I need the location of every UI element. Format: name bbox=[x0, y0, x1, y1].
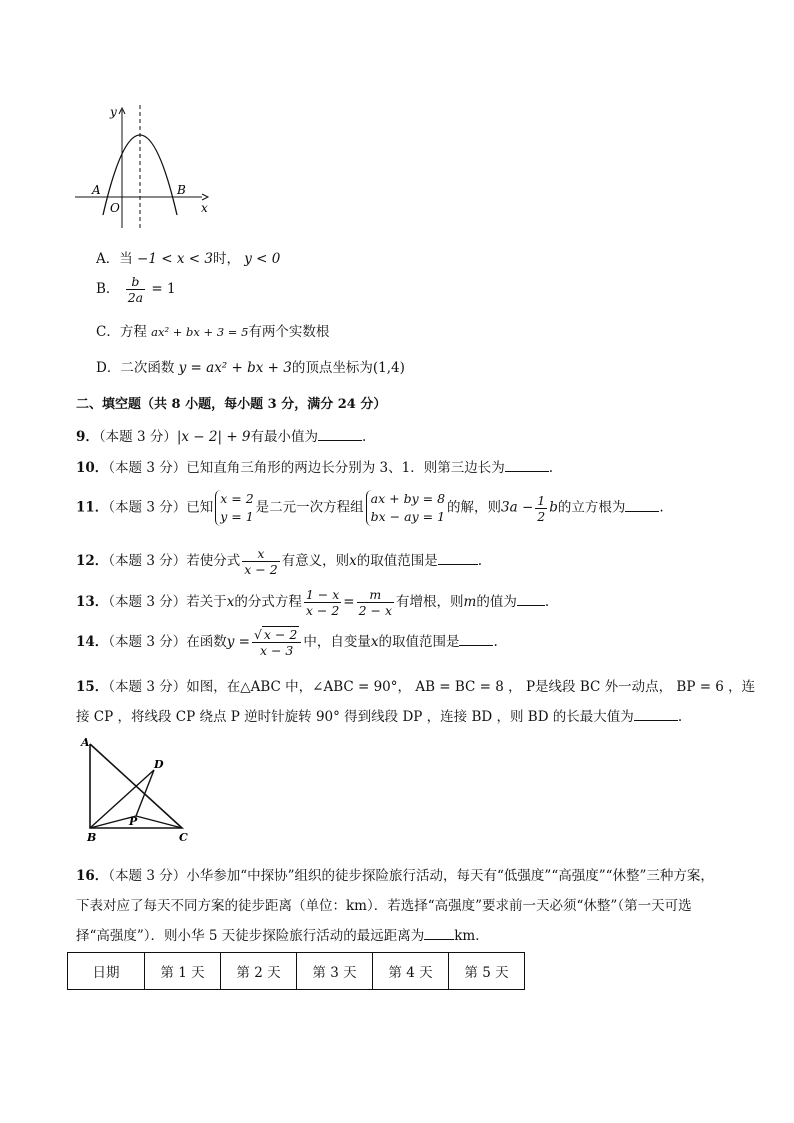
question-10: 10．（本题 3 分）已知直角三角形的两边长分别为 3、1．则第三边长为 . bbox=[76, 460, 553, 476]
option-a: A．当 −1 < x < 3时， y < 0 bbox=[96, 251, 281, 267]
distance-table bbox=[67, 952, 525, 990]
table-header-cell: 第 2 天 bbox=[221, 953, 297, 990]
point-a-label: A bbox=[92, 183, 101, 197]
question-15: 15．（本题 3 分）如图，在△ABC 中，∠ABC = 90°， AB = BC = 8 ， P是线段 BC 外一动点， BP = 6 ，连 bbox=[76, 679, 756, 695]
system-solution: x = 2 y = 1 bbox=[215, 490, 253, 526]
label-p: P bbox=[129, 815, 138, 828]
table-header-cell: 第 4 天 bbox=[373, 953, 449, 990]
answer-blank[interactable] bbox=[517, 593, 545, 606]
table-header-cell: 第 5 天 bbox=[449, 953, 525, 990]
triangle-figure bbox=[78, 732, 196, 844]
question-12: 12．（本题 3 分）若使分式 $\frac{x}{x - 2}$ 有意义，则x的取值范围是 . bbox=[76, 546, 483, 577]
question-14: 14．（本题 3 分）在函数y = $\frac{√ x - 2}{x - 3}$ 中，自变量x的取值范围是 . bbox=[76, 627, 498, 658]
table-header-row bbox=[68, 953, 525, 990]
x-axis-arrow bbox=[202, 194, 208, 200]
segment-pd bbox=[136, 770, 154, 816]
label-c: C bbox=[179, 831, 188, 844]
point-b-label: B bbox=[177, 183, 186, 197]
y-axis-label: y bbox=[110, 105, 117, 119]
question-16: 16．（本题 3 分）小华参加“中探协”组织的徒步探险旅行活动，每天有“低强度”“高强度”“休整”三种方案， bbox=[76, 868, 714, 884]
answer-blank[interactable] bbox=[424, 927, 454, 940]
answer-blank[interactable] bbox=[634, 708, 678, 721]
question-13: 13．（本题 3 分）若关于x的分式方程 $\frac{1 - x}{x - 2}$ = $\frac{m}{2 - x}$ 有增根，则m的值为 . bbox=[76, 587, 550, 618]
option-d: D．二次函数 y = ax² + bx + 3的顶点坐标为(1,4) bbox=[96, 360, 405, 376]
label-d: D bbox=[154, 758, 164, 771]
option-c: C．方程 ax² + bx + 3 = 5有两个实数根 bbox=[96, 324, 330, 340]
answer-blank[interactable] bbox=[459, 633, 493, 646]
origin-label: O bbox=[110, 201, 120, 215]
answer-blank[interactable] bbox=[438, 552, 478, 565]
answer-blank[interactable] bbox=[625, 499, 659, 512]
section-title: 二、填空题（共 8 小题，每小题 3 分，满分 24 分） bbox=[76, 397, 387, 412]
question-11: 11．（本题 3 分）已知x = 2 y = 1是二元一次方程组ax + by = 8 bx − ay = 1的解，则3a − $\frac{1}{2}$ b的立方根为 . bbox=[76, 491, 664, 524]
question-16-line3: 择“高强度”）．则小华 5 天徒步探险旅行活动的最远距离为 km． bbox=[76, 928, 489, 944]
question-15-line2: 接 CP ，将线段 CP 绕点 P 逆时针旋转 90° 得到线段 DP ，连接 BD ，则 BD 的长最大值为 . bbox=[76, 709, 683, 725]
option-b: B． $\frac{b}{2a}$ = 1 bbox=[96, 274, 176, 305]
label-a: A bbox=[81, 736, 90, 749]
question-16-line2: 下表对应了每天不同方案的徒步距离（单位：km）．若选择“高强度”要求前一天必须“休整”（第一天可选 bbox=[76, 898, 692, 914]
parabola-figure bbox=[70, 100, 220, 235]
equation-system: ax + by = 8 bx − ay = 1 bbox=[366, 490, 445, 526]
answer-blank[interactable] bbox=[505, 459, 549, 472]
x-axis-label: x bbox=[201, 201, 208, 215]
label-b: B bbox=[87, 831, 97, 844]
question-9: 9．（本题 3 分）|x − 2| + 9有最小值为 . bbox=[76, 429, 367, 445]
fraction-b-over-2a: $\frac{b}{2a}$ bbox=[127, 274, 144, 305]
answer-blank[interactable] bbox=[318, 428, 362, 441]
table-header-cell: 第 3 天 bbox=[297, 953, 373, 990]
table-header-cell: 第 1 天 bbox=[145, 953, 221, 990]
table-header-cell: 日期 bbox=[68, 953, 145, 990]
